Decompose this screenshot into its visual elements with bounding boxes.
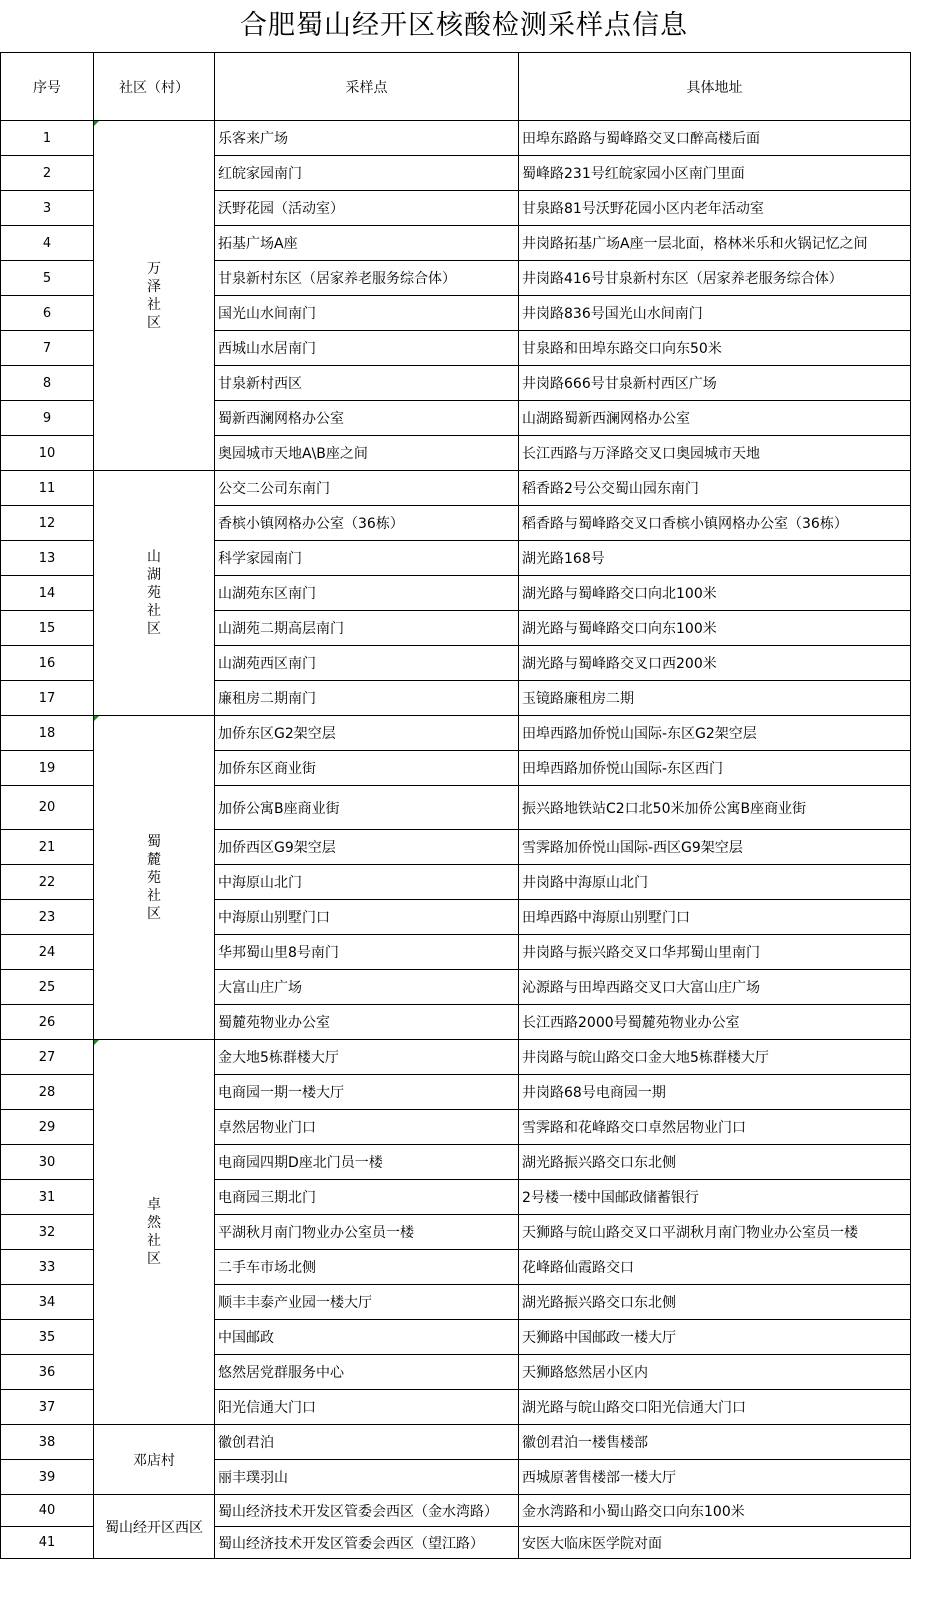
site-address: 田埠西路中海原山别墅门口 [519, 900, 911, 935]
table-body [1, 121, 911, 1559]
site-address: 井岗路666号甘泉新村西区广场 [519, 366, 911, 401]
row-number: 34 [1, 1285, 94, 1320]
site-address: 井岗路416号甘泉新村东区（居家养老服务综合体） [519, 261, 911, 296]
site-address: 井岗路68号电商园一期 [519, 1075, 911, 1110]
site-address: 湖光路振兴路交口东北侧 [519, 1145, 911, 1180]
site-address: 井岗路中海原山北门 [519, 865, 911, 900]
row-number: 16 [1, 646, 94, 681]
header-no: 序号 [1, 53, 94, 121]
site-name: 电商园四期D座北门员一楼 [215, 1145, 519, 1180]
row-number: 35 [1, 1320, 94, 1355]
site-name: 蜀山经济技术开发区管委会西区（金水湾路） [215, 1495, 519, 1527]
row-number: 40 [1, 1495, 94, 1527]
community-cell [94, 1495, 215, 1559]
site-name: 华邦蜀山里8号南门 [215, 935, 519, 970]
row-number: 30 [1, 1145, 94, 1180]
row-number: 15 [1, 611, 94, 646]
site-address: 湖光路168号 [519, 541, 911, 576]
site-address: 井岗路836号国光山水间南门 [519, 296, 911, 331]
site-address: 雪霁路和花峰路交口卓然居物业门口 [519, 1110, 911, 1145]
site-name: 蜀山经济技术开发区管委会西区（望江路） [215, 1527, 519, 1559]
site-address: 田埠东路路与蜀峰路交叉口醉高楼后面 [519, 121, 911, 156]
community-cell [94, 471, 215, 716]
site-address: 徽创君泊一楼售楼部 [519, 1425, 911, 1460]
site-address: 长江西路2000号蜀麓苑物业办公室 [519, 1005, 911, 1040]
site-name: 中海原山北门 [215, 865, 519, 900]
site-name: 乐客来广场 [215, 121, 519, 156]
row-number: 20 [1, 786, 94, 830]
site-name: 山湖苑西区南门 [215, 646, 519, 681]
site-address: 田埠西路加侨悦山国际-东区西门 [519, 751, 911, 786]
row-number: 21 [1, 830, 94, 865]
row-number: 18 [1, 716, 94, 751]
community-name: 邓店村 [133, 1452, 175, 1469]
site-name: 悠然居党群服务中心 [215, 1355, 519, 1390]
header-address: 具体地址 [519, 53, 911, 121]
sampling-sites-table [0, 52, 911, 1559]
site-name: 甘泉新村西区 [215, 366, 519, 401]
row-number: 31 [1, 1180, 94, 1215]
site-address: 甘泉路和田埠东路交口向东50米 [519, 331, 911, 366]
site-name: 阳光信通大门口 [215, 1390, 519, 1425]
community-cell [94, 1040, 215, 1425]
site-name: 蜀新西澜网格办公室 [215, 401, 519, 436]
site-name: 红皖家园南门 [215, 156, 519, 191]
site-address: 天狮路悠然居小区内 [519, 1355, 911, 1390]
row-number: 39 [1, 1460, 94, 1495]
site-address: 西城原著售楼部一楼大厅 [519, 1460, 911, 1495]
row-number: 17 [1, 681, 94, 716]
site-name: 奥园城市天地A\B座之间 [215, 436, 519, 471]
site-name: 卓然居物业门口 [215, 1110, 519, 1145]
community-cell [94, 121, 215, 471]
table-row [1, 471, 911, 506]
site-name: 中国邮政 [215, 1320, 519, 1355]
row-number: 7 [1, 331, 94, 366]
site-name: 国光山水间南门 [215, 296, 519, 331]
row-number: 26 [1, 1005, 94, 1040]
site-address: 蜀峰路231号红皖家园小区南门里面 [519, 156, 911, 191]
community-name: 万泽社区 [146, 260, 161, 331]
site-address: 稻香路2号公交蜀山园东南门 [519, 471, 911, 506]
site-address: 安医大临床医学院对面 [519, 1527, 911, 1559]
header-community: 社区（村） [94, 53, 215, 121]
community-name: 蜀麓苑社区 [146, 833, 161, 922]
row-number: 25 [1, 970, 94, 1005]
row-number: 12 [1, 506, 94, 541]
header-site: 采样点 [215, 53, 519, 121]
site-name: 山湖苑东区南门 [215, 576, 519, 611]
table-row [1, 1040, 911, 1075]
site-address: 花峰路仙霞路交口 [519, 1250, 911, 1285]
site-name: 金大地5栋群楼大厅 [215, 1040, 519, 1075]
site-address: 湖光路与皖山路交口阳光信通大门口 [519, 1390, 911, 1425]
site-address: 山湖路蜀新西澜网格办公室 [519, 401, 911, 436]
site-name: 丽丰璞羽山 [215, 1460, 519, 1495]
site-address: 井岗路与振兴路交叉口华邦蜀山里南门 [519, 935, 911, 970]
site-name: 西城山水居南门 [215, 331, 519, 366]
site-address: 田埠西路加侨悦山国际-东区G2架空层 [519, 716, 911, 751]
row-number: 22 [1, 865, 94, 900]
site-address: 金水湾路和小蜀山路交口向东100米 [519, 1495, 911, 1527]
site-address: 长江西路与万泽路交叉口奥园城市天地 [519, 436, 911, 471]
site-name: 山湖苑二期高层南门 [215, 611, 519, 646]
row-number: 10 [1, 436, 94, 471]
community-name: 卓然社区 [146, 1197, 161, 1267]
table-row [1, 121, 911, 156]
site-name: 加侨东区G2架空层 [215, 716, 519, 751]
community-cell [94, 1425, 215, 1495]
site-address: 湖光路与蜀峰路交口向东100米 [519, 611, 911, 646]
site-address: 天狮路与皖山路交叉口平湖秋月南门物业办公室员一楼 [519, 1215, 911, 1250]
site-name: 平湖秋月南门物业办公室员一楼 [215, 1215, 519, 1250]
row-number: 9 [1, 401, 94, 436]
row-number: 8 [1, 366, 94, 401]
site-address: 井岗路与皖山路交口金大地5栋群楼大厅 [519, 1040, 911, 1075]
site-name: 加侨东区商业街 [215, 751, 519, 786]
row-number: 24 [1, 935, 94, 970]
row-number: 6 [1, 296, 94, 331]
row-number: 23 [1, 900, 94, 935]
site-address: 振兴路地铁站C2口北50米加侨公寓B座商业街 [519, 786, 911, 830]
community-name: 蜀山经开区西区 [105, 1519, 203, 1536]
site-name: 徽创君泊 [215, 1425, 519, 1460]
site-address: 沁源路与田埠西路交叉口大富山庄广场 [519, 970, 911, 1005]
community-cell [94, 716, 215, 1040]
row-number: 41 [1, 1527, 94, 1559]
page-title: 合肥蜀山经开区核酸检测采样点信息 [240, 10, 688, 41]
site-name: 廉租房二期南门 [215, 681, 519, 716]
table-row [1, 716, 911, 751]
site-address: 天狮路中国邮政一楼大厅 [519, 1320, 911, 1355]
row-number: 11 [1, 471, 94, 506]
row-number: 37 [1, 1390, 94, 1425]
row-number: 13 [1, 541, 94, 576]
row-number: 28 [1, 1075, 94, 1110]
site-name: 香槟小镇网格办公室（36栋） [215, 506, 519, 541]
site-name: 科学家园南门 [215, 541, 519, 576]
row-number: 36 [1, 1355, 94, 1390]
site-name: 二手车市场北侧 [215, 1250, 519, 1285]
site-address: 雪霁路加侨悦山国际-西区G9架空层 [519, 830, 911, 865]
row-number: 27 [1, 1040, 94, 1075]
site-address: 湖光路与蜀峰路交叉口西200米 [519, 646, 911, 681]
site-name: 中海原山别墅门口 [215, 900, 519, 935]
site-name: 电商园三期北门 [215, 1180, 519, 1215]
site-address: 湖光路与蜀峰路交口向北100米 [519, 576, 911, 611]
community-name: 山湖苑社区 [146, 549, 161, 637]
table-row [1, 1425, 911, 1460]
row-number: 3 [1, 191, 94, 226]
row-number: 14 [1, 576, 94, 611]
site-address: 玉镜路廉租房二期 [519, 681, 911, 716]
site-name: 大富山庄广场 [215, 970, 519, 1005]
table-header-row [1, 53, 911, 121]
row-number: 38 [1, 1425, 94, 1460]
site-name: 蜀麓苑物业办公室 [215, 1005, 519, 1040]
site-name: 拓基广场A座 [215, 226, 519, 261]
site-name: 顺丰丰泰产业园一楼大厅 [215, 1285, 519, 1320]
site-address: 井岗路拓基广场A座一层北面，格林米乐和火锅记忆之间 [519, 226, 911, 261]
table-row [1, 1495, 911, 1527]
site-address: 稻香路与蜀峰路交叉口香槟小镇网格办公室（36栋） [519, 506, 911, 541]
site-name: 公交二公司东南门 [215, 471, 519, 506]
site-address: 2号楼一楼中国邮政储蓄银行 [519, 1180, 911, 1215]
row-number: 2 [1, 156, 94, 191]
site-name: 沃野花园（活动室） [215, 191, 519, 226]
row-number: 19 [1, 751, 94, 786]
site-name: 加侨公寓B座商业街 [215, 786, 519, 830]
row-number: 33 [1, 1250, 94, 1285]
site-name: 甘泉新村东区（居家养老服务综合体） [215, 261, 519, 296]
site-address: 甘泉路81号沃野花园小区内老年活动室 [519, 191, 911, 226]
row-number: 1 [1, 121, 94, 156]
site-address: 湖光路振兴路交口东北侧 [519, 1285, 911, 1320]
site-name: 电商园一期一楼大厅 [215, 1075, 519, 1110]
row-number: 32 [1, 1215, 94, 1250]
row-number: 29 [1, 1110, 94, 1145]
row-number: 5 [1, 261, 94, 296]
row-number: 4 [1, 226, 94, 261]
site-name: 加侨西区G9架空层 [215, 830, 519, 865]
